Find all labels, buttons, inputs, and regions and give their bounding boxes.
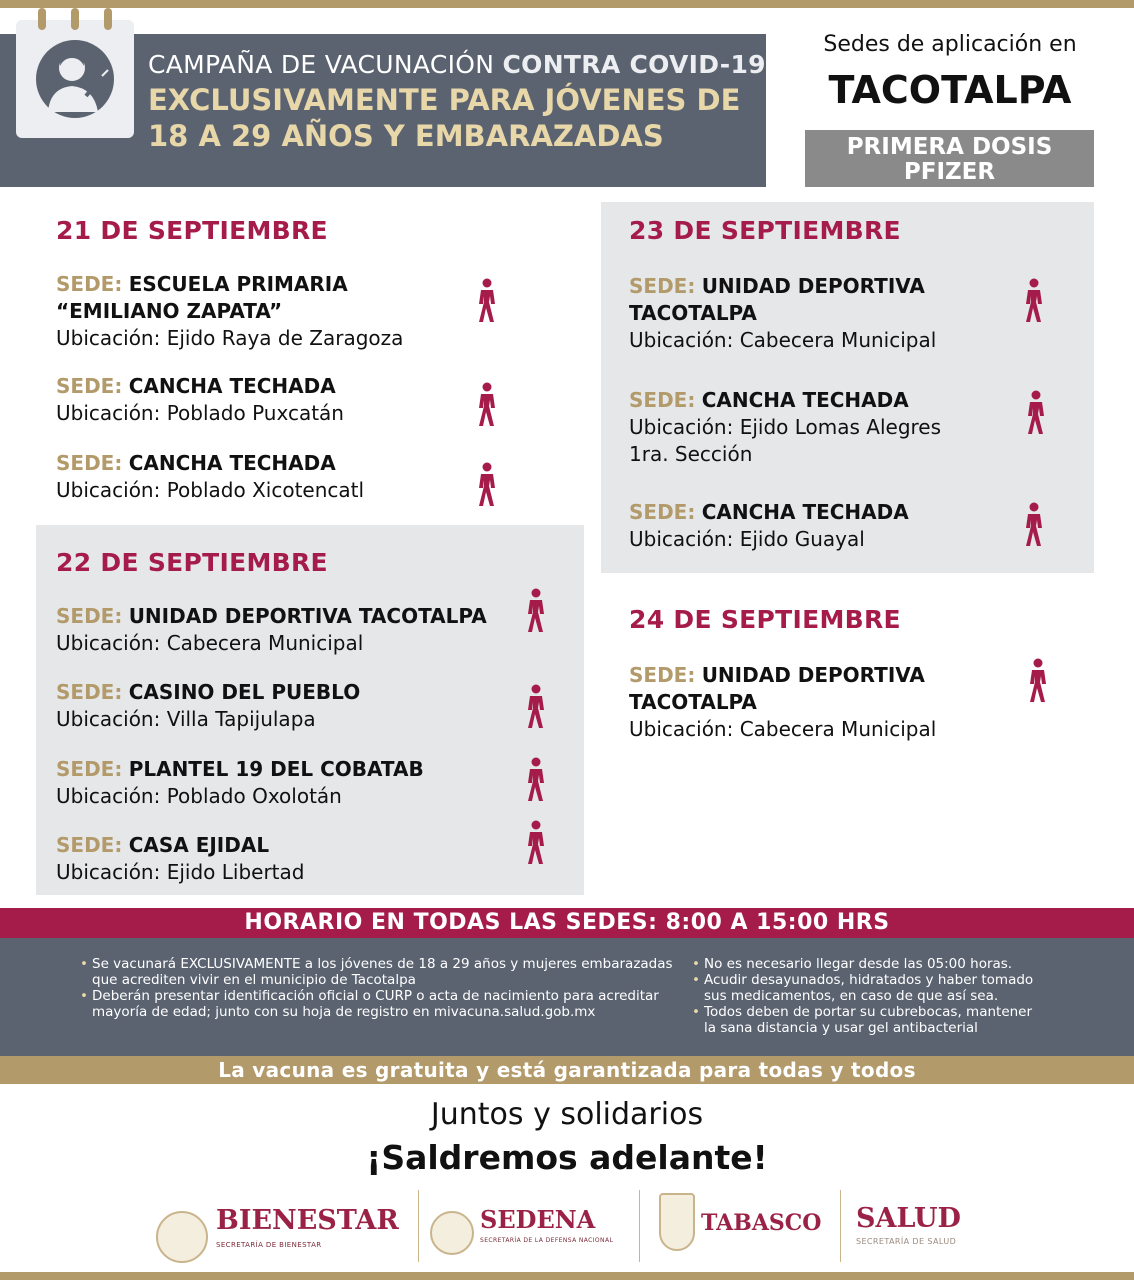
walking-person-icon <box>523 588 549 634</box>
slogan-line1: Juntos y solidarios <box>430 1097 704 1132</box>
logo-salud: SALUD SECRETARÍA DE SALUD <box>856 1203 961 1246</box>
site-item: SEDE: CANCHA TECHADA Ubicación: Ejido Guayal <box>629 500 909 551</box>
site-item: SEDE: CASA EJIDAL Ubicación: Ejido Libertad <box>56 833 305 884</box>
site-item: SEDE: CANCHA TECHADA Ubicación: Poblado Xicotencatl <box>56 451 365 502</box>
municipio-title: TACOTALPA <box>828 68 1072 112</box>
day-title-22: 22 DE SEPTIEMBRE <box>56 548 328 577</box>
notes-left <box>80 956 673 1020</box>
mexico-seal-icon <box>156 1211 208 1263</box>
walking-person-icon <box>1025 658 1051 704</box>
logo-sedena: SEDENA SECRETARÍA DE LA DEFENSA NACIONAL <box>428 1195 633 1261</box>
site-item: SEDE: UNIDAD DEPORTIVA TACOTALPA Ubicación: Cabecera Municipal <box>629 274 937 352</box>
day-title-21: 21 DE SEPTIEMBRE <box>56 216 328 245</box>
day-title-23: 23 DE SEPTIEMBRE <box>629 216 901 245</box>
note-item: • Deberán presentar identificación oficial o CURP o acta de nacimiento para acreditar mayoría de edad; junto con su hoja de registro en mivacuna.salud.gob.mx <box>80 988 673 1020</box>
site-item: SEDE: PLANTEL 19 DEL COBATAB Ubicación: Poblado Oxolotán <box>56 757 424 808</box>
logo-tabasco: TABASCO <box>655 1195 830 1261</box>
dosis-badge: PRIMERA DOSIS PFIZER <box>805 130 1094 187</box>
walking-person-icon <box>523 684 549 730</box>
site-item: SEDE: UNIDAD DEPORTIVA TACOTALPA Ubicación: Cabecera Municipal <box>629 663 937 741</box>
sedes-title: Sedes de aplicación en <box>823 32 1077 57</box>
slogan-line2: ¡Saldremos adelante! <box>366 1138 768 1177</box>
top-border <box>0 0 1134 8</box>
mexico-seal-icon <box>430 1211 474 1255</box>
logo-bienestar: BIENESTAR SECRETARÍA DE BIENESTAR <box>152 1195 407 1261</box>
divider <box>639 1190 640 1262</box>
info-notes <box>0 938 1134 1056</box>
notes-right <box>692 956 1033 1036</box>
walking-person-icon <box>523 820 549 866</box>
horario-banner: HORARIO EN TODAS LAS SEDES: 8:00 A 15:00 HRS <box>0 908 1134 938</box>
tabasco-shield-icon <box>659 1193 695 1251</box>
site-item: SEDE: UNIDAD DEPORTIVA TACOTALPA Ubicación: Cabecera Municipal <box>56 604 487 655</box>
divider <box>418 1190 419 1262</box>
site-item: SEDE: CANCHA TECHADA Ubicación: Ejido Lomas Alegres 1ra. Sección <box>629 388 942 466</box>
nurse-vaccine-calendar-icon <box>16 20 134 138</box>
site-item: SEDE: ESCUELA PRIMARIA “EMILIANO ZAPATA” Ubicación: Ejido Raya de Zaragoza <box>56 272 404 350</box>
site-item: SEDE: CASINO DEL PUEBLO Ubicación: Villa Tapijulapa <box>56 680 361 731</box>
day-title-24: 24 DE SEPTIEMBRE <box>629 605 901 634</box>
header-line1: CAMPAÑA DE VACUNACIÓN CONTRA COVID-19 <box>148 50 766 79</box>
bottom-border <box>0 1272 1134 1280</box>
divider <box>840 1190 841 1262</box>
walking-person-icon <box>1023 390 1049 436</box>
walking-person-icon <box>474 462 500 508</box>
walking-person-icon <box>474 278 500 324</box>
header-line2: EXCLUSIVAMENTE PARA JÓVENES DE 18 A 29 AÑOS Y EMBARAZADAS <box>148 83 741 153</box>
walking-person-icon <box>1021 278 1047 324</box>
walking-person-icon <box>1021 502 1047 548</box>
note-item: • Acudir desayunados, hidratados y haber tomado sus medicamentos, en caso de que así sea. <box>692 972 1033 1004</box>
walking-person-icon <box>474 382 500 428</box>
note-item: • No es necesario llegar desde las 05:00 horas. <box>692 956 1033 972</box>
gratis-banner: La vacuna es gratuita y está garantizada para todas y todos <box>0 1056 1134 1084</box>
walking-person-icon <box>523 757 549 803</box>
site-item: SEDE: CANCHA TECHADA Ubicación: Poblado Puxcatán <box>56 374 344 425</box>
campaign-header <box>0 34 766 187</box>
note-item: • Se vacunará EXCLUSIVAMENTE a los jóvenes de 18 a 29 años y mujeres embarazadas que acrediten vivir en el municipio de Tacotalpa <box>80 956 673 988</box>
note-item: • Todos deben de portar su cubrebocas, mantener la sana distancia y usar gel antibacterial <box>692 1004 1033 1036</box>
